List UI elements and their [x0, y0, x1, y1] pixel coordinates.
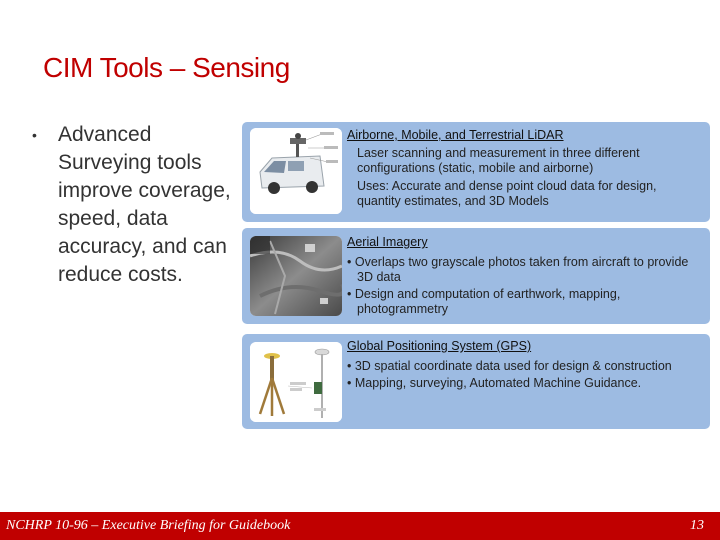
aerial-text — [347, 235, 700, 317]
lidar-panel — [242, 122, 710, 222]
gps-bullet-1: • 3D spatial coordinate data used for design & construction — [347, 359, 672, 373]
lidar-van-photo — [250, 128, 342, 214]
aerial-bullet-2: • Design and computation of earthwork, mapping, photogrammetry — [347, 287, 621, 316]
footer-text: NCHRP 10-96 – Executive Briefing for Guidebook — [6, 518, 291, 533]
lidar-line-1: Laser scanning and measurement in three different configurations (static, mobile and airborne) — [357, 146, 640, 175]
gps-survey-equipment-photo — [250, 342, 342, 422]
lidar-heading: Airborne, Mobile, and Terrestrial LiDAR — [347, 128, 564, 142]
aerial-stereo-photo — [250, 236, 342, 316]
footer-bar — [0, 512, 720, 540]
gps-heading: Global Positioning System (GPS) — [347, 339, 532, 353]
aerial-bullet-1-text: Overlaps two grayscale photos taken from aircraft to provide 3D data — [354, 255, 689, 284]
main-bullet — [32, 121, 247, 289]
gps-bullet-2-text: Mapping, surveying, Automated Machine Guidance. — [354, 376, 642, 390]
aerial-panel — [242, 228, 710, 324]
gps-bullet-2: • Mapping, surveying, Automated Machine Guidance. — [347, 376, 642, 390]
gps-panel — [242, 334, 710, 429]
gps-text — [347, 339, 700, 391]
bullet-marker: • — [32, 127, 37, 143]
aerial-heading: Aerial Imagery — [347, 235, 428, 249]
lidar-text — [347, 128, 700, 209]
lidar-line-2: Uses: Accurate and dense point cloud data for design, quantity estimates, and 3D Models — [357, 179, 657, 208]
aerial-bullet-2-text: Design and computation of earthwork, mapping, photogrammetry — [354, 287, 621, 316]
main-bullet-text: Advanced Surveying tools improve coverage, speed, data accuracy, and can reduce costs. — [58, 123, 231, 286]
gps-bullet-1-text: 3D spatial coordinate data used for design & construction — [354, 359, 672, 373]
page-number: 13 — [690, 518, 704, 533]
slide-title: CIM Tools – Sensing — [43, 52, 290, 83]
aerial-bullet-1: • Overlaps two grayscale photos taken from aircraft to provide 3D data — [347, 255, 689, 284]
